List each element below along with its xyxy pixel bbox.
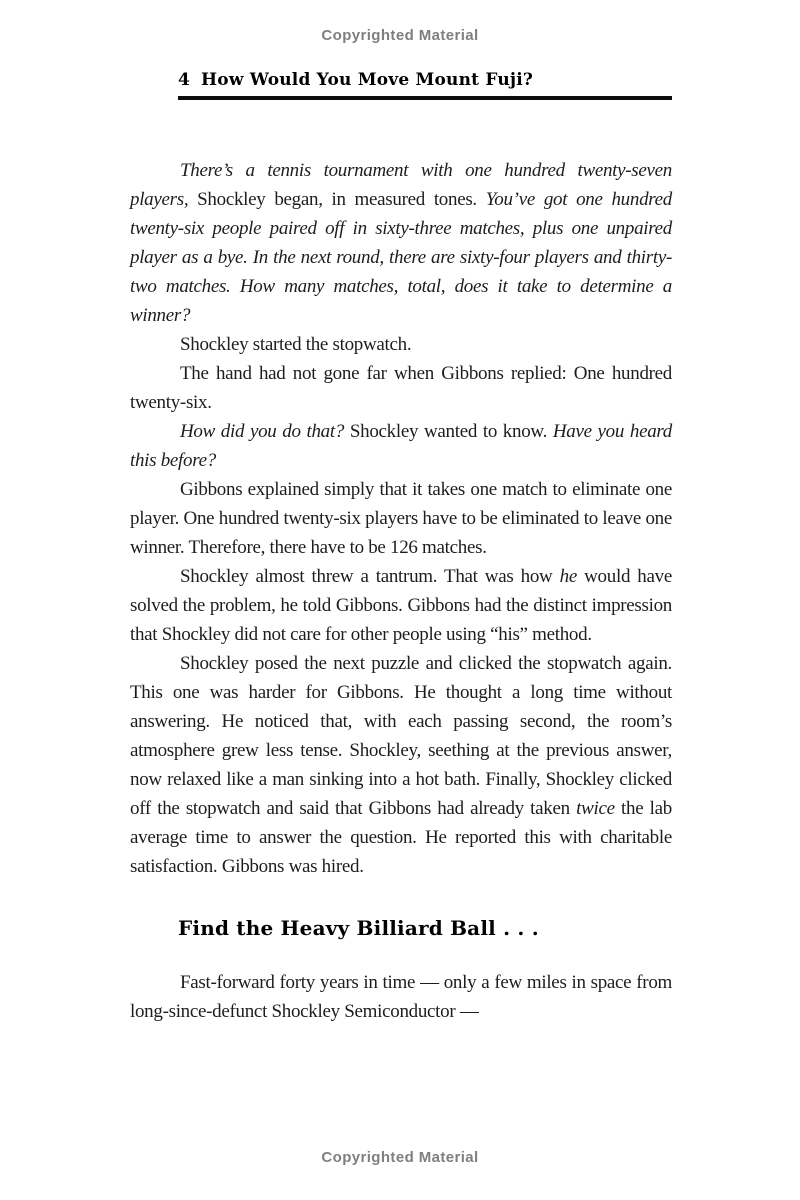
body-paragraph <box>130 330 672 359</box>
text-run: Shockley wanted to know. <box>344 421 553 442</box>
body-paragraph <box>130 156 672 330</box>
body-paragraph <box>130 649 672 881</box>
page-body <box>130 156 672 1026</box>
text-run: Shockley began, in measured tones. <box>188 189 486 210</box>
section-heading: Find the Heavy Billiard Ball . . . <box>178 916 539 940</box>
italic-text-run: twice <box>576 798 615 819</box>
body-paragraph <box>130 562 672 649</box>
body-paragraph <box>130 359 672 417</box>
body-paragraph <box>130 417 672 475</box>
text-run: Shockley started the stopwatch. <box>180 334 412 355</box>
text-run: Shockley posed the next puzzle and clicked the stopwatch again. This one was harder for Gibbons. He thought a long time without answering. He noticed that, with each passing second, the room’s atmosphere grew less tense. Shockley, seething at the previous answer, now relaxed like a man sinking into a hot bath. Finally, Shockley clicked off the stopwatch and said that Gibbons had already taken <box>130 653 672 819</box>
text-run: The hand had not gone far when Gibbons replied: One hundred twenty-six. <box>130 363 672 413</box>
body-paragraph <box>130 475 672 562</box>
text-run: Gibbons explained simply that it takes one match to eliminate one player. One hundred twenty-six players have to be eliminated to leave one winner. Therefore, there have to be 126 matches. <box>130 479 672 558</box>
header-rule <box>178 96 672 100</box>
italic-text-run: There’s a tennis tournament with one hundred twenty-seven players, <box>130 160 672 210</box>
italic-text-run: How did you do that? <box>180 421 345 442</box>
text-run: the lab average time to answer the question. He reported this with charitable satisfaction. Gibbons was hired. <box>130 798 672 877</box>
text-run: Fast-forward forty years in time — only a few miles in space from long-since-defunct Shockley Semiconductor — <box>130 972 672 1022</box>
italic-text-run: he <box>559 566 577 587</box>
copyright-notice-bottom: Copyrighted Material <box>321 1149 479 1166</box>
page-number: 4 <box>178 70 191 90</box>
italic-text-run: Have you heard this before? <box>130 421 672 471</box>
copyright-notice-top: Copyrighted Material <box>321 27 479 44</box>
text-run: Shockley almost threw a tantrum. That was how <box>180 566 560 587</box>
text-run: would have solved the problem, he told Gibbons. Gibbons had the distinct impression that Shockley did not care for other people using “his” method. <box>130 566 672 645</box>
running-head <box>178 70 533 90</box>
running-head-title: How Would You Move Mount Fuji? <box>201 70 534 90</box>
italic-text-run: You’ve got one hundred twenty-six people paired off in sixty-three matches, plus one unpaired player as a bye. In the next round, there are sixty-four players and thirty-two matches. How many matches, total, does it take to determine a winner? <box>130 189 672 326</box>
body-paragraph <box>130 968 672 1026</box>
